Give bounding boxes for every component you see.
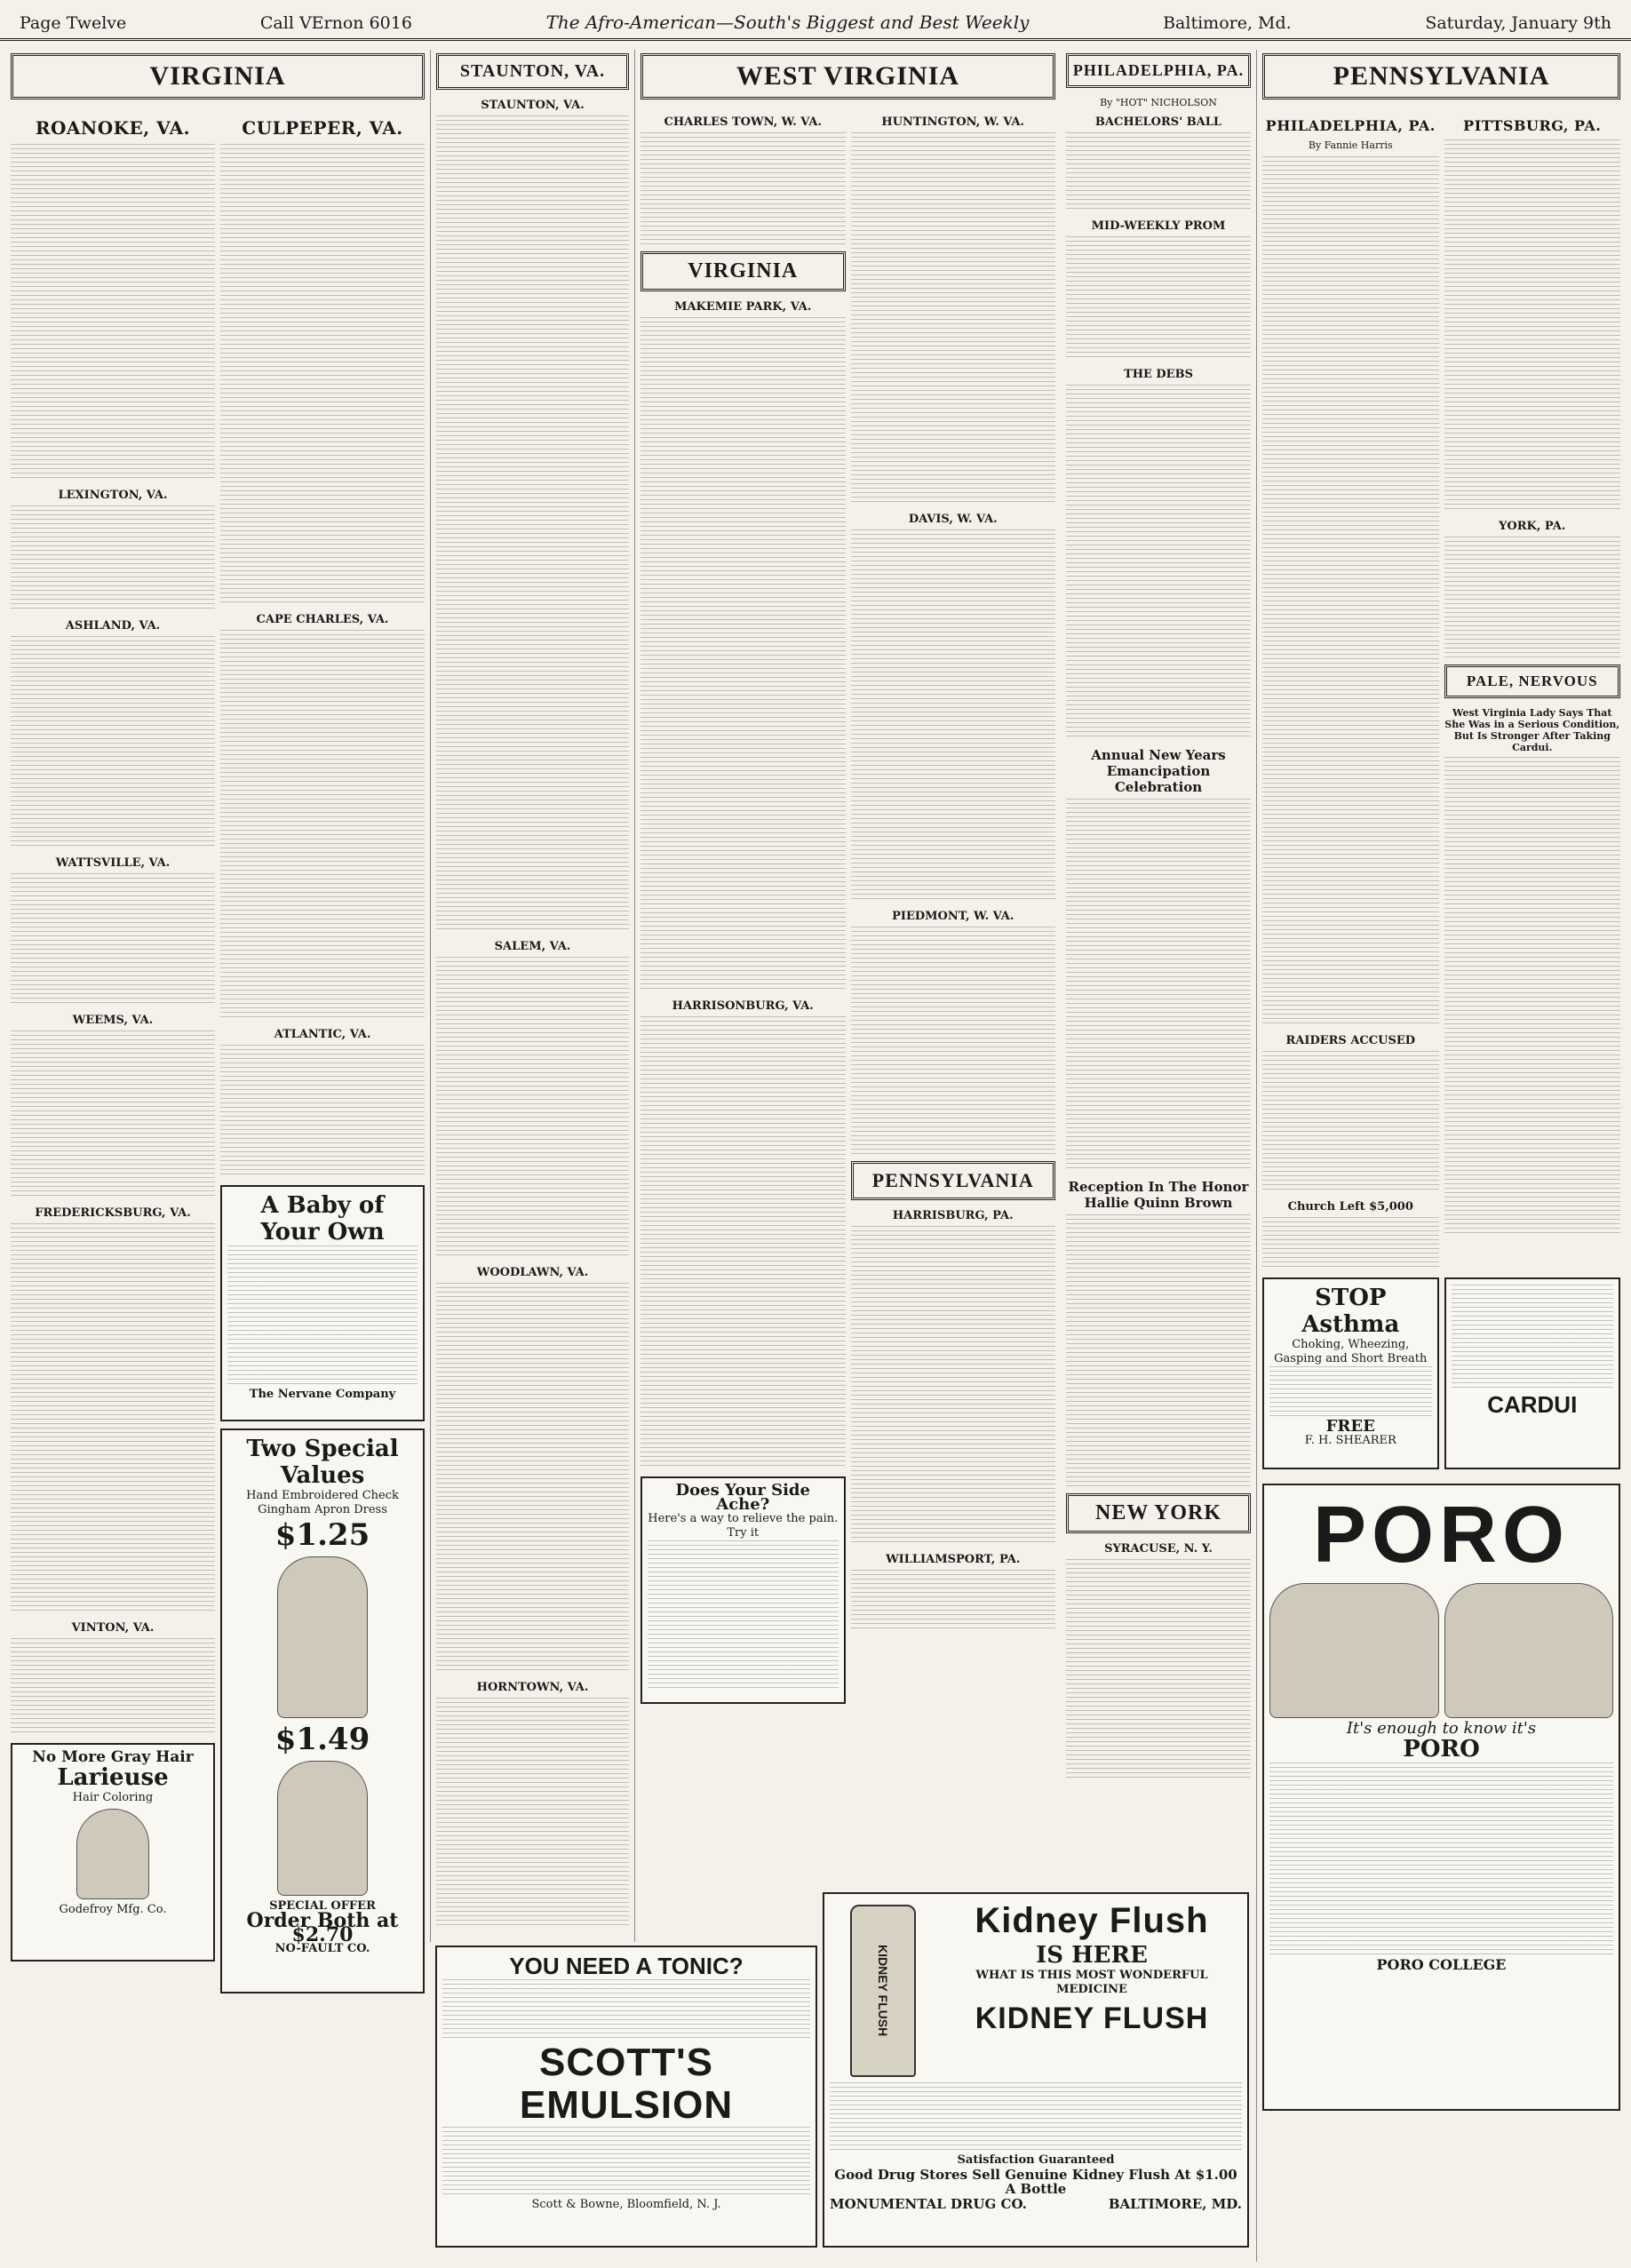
asthma-ad-title: STOP Asthma	[1301, 1285, 1400, 1338]
dateline-woodlawn: WOODLAWN, VA.	[476, 1266, 589, 1279]
dateline-roanoke: ROANOKE, VA.	[35, 117, 191, 139]
woman-portrait-illustration-two	[1444, 1583, 1614, 1718]
values-ad-sub: Hand Embroidered Check Gingham Apron Dress	[246, 1489, 399, 1516]
paper-title: The Afro-American—South's Biggest and Best Weekly	[545, 12, 1030, 33]
section-banner-west-virginia: WEST VIRGINIA	[640, 53, 1055, 99]
column-philadelphia	[1061, 50, 1256, 1889]
section-banner-staunton: STAUNTON, VA.	[436, 53, 629, 90]
dateline-lexington: LEXINGTON, VA.	[58, 489, 168, 502]
dateline-philadelphia: PHILADELPHIA, PA.	[1265, 117, 1436, 134]
kidney-satisfaction: Satisfaction Guaranteed	[957, 2153, 1115, 2167]
kidney-footer: Good Drug Stores Sell Genuine Kidney Flush At $1.00 A Bottle	[834, 2167, 1237, 2197]
west-virginia-subcolumns	[640, 108, 1055, 1711]
bottle-label: KIDNEY FLUSH	[876, 1945, 890, 2037]
pale-nervous-sub: West Virginia Lady Says That She Was in a Serious Condition, But Is Stronger After Taking Cardui.	[1444, 707, 1620, 753]
kidney-ad-name: KIDNEY FLUSH	[975, 2001, 1209, 2035]
section-banner-virginia: VIRGINIA	[11, 53, 425, 99]
section-banner-pennsylvania: PENNSYLVANIA	[1262, 53, 1620, 99]
hair-ad-company: Godefroy Mfg. Co.	[59, 1903, 167, 1916]
dress-illustration	[277, 1556, 368, 1718]
cardui-logo: CARDUI	[1487, 1391, 1578, 1418]
dateline-wattsville: WATTSVILLE, VA.	[55, 856, 171, 870]
ad-scotts-emulsion	[435, 1946, 817, 2248]
heading-mid-weekly-prom: MID-WEEKLY PROM	[1091, 219, 1226, 233]
city: Baltimore, Md.	[1163, 13, 1292, 33]
dateline-syracuse: SYRACUSE, N. Y.	[1104, 1542, 1213, 1556]
poro-tagline: It's enough to know it's	[1346, 1719, 1537, 1738]
special-offer-price: Order Both at $2.70	[246, 1909, 399, 1946]
dateline-atlantic: ATLANTIC, VA.	[274, 1028, 371, 1041]
dress-illustration-two	[277, 1761, 368, 1896]
kidney-ad-sub: WHAT IS THIS MOST WONDERFUL MEDICINE	[975, 1969, 1208, 1996]
kidney-ad-layout	[830, 1899, 1242, 2082]
pennsylvania-subcolumns	[1262, 108, 1620, 1270]
dateline-weems: WEEMS, VA.	[72, 1014, 154, 1027]
pennsylvania-ads-row	[1262, 1270, 1620, 1476]
masthead	[0, 0, 1631, 41]
values-price-two: $1.49	[274, 1722, 370, 1757]
offer-company: NO-FAULT CO.	[274, 1942, 370, 1955]
section-banner-new-york: NEW YORK	[1066, 1493, 1251, 1533]
dateline-huntington: HUNTINGTON, W. VA.	[881, 115, 1025, 129]
dateline-piedmont: PIEDMONT, W. VA.	[892, 910, 1014, 923]
kidney-company: MONUMENTAL DRUG CO.	[830, 2196, 1027, 2212]
page-number: Page Twelve	[20, 13, 127, 33]
values-ad-title: Two Special Values	[246, 1436, 399, 1489]
dateline-charles-town: CHARLES TOWN, W. VA.	[664, 115, 822, 129]
scotts-maker: Scott & Bowne, Bloomfield, N. J.	[531, 2198, 721, 2211]
dateline-harrisonburg: HARRISONBURG, VA.	[672, 999, 814, 1013]
baby-ad-company: The Nervane Company	[249, 1388, 396, 1401]
woman-portrait-illustration	[1269, 1583, 1439, 1718]
hair-ad-title: No More Gray Hair	[32, 1748, 194, 1766]
virginia-subcolumns	[11, 108, 425, 2001]
heading-reception-hallie-brown: Reception In The Honor Hallie Quinn Brown	[1068, 1179, 1249, 1211]
baby-ad-title: A Baby of Your Own	[260, 1192, 385, 1245]
section-banner-philadelphia: PHILADELPHIA, PA.	[1066, 53, 1251, 88]
byline-nicholson: By "HOT" NICHOLSON	[1100, 97, 1217, 108]
dateline-harrisburg: HARRISBURG, PA.	[892, 1209, 1014, 1222]
side-ad-sub: Here's a way to relieve the pain. Try it	[648, 1512, 839, 1540]
heading-pale-nervous: PALE, NERVOUS	[1444, 664, 1621, 698]
section-banner-pennsylvania-two: PENNSYLVANIA	[851, 1161, 1056, 1200]
ad-baby	[220, 1185, 425, 1421]
heading-the-debs: THE DEBS	[1124, 368, 1193, 381]
kidney-flush-bottle-illustration	[850, 1905, 916, 2077]
dateline-williamsport: WILLIAMSPORT, PA.	[886, 1553, 1021, 1566]
poro-logo: PORO	[1312, 1491, 1571, 1580]
dateline-davis: DAVIS, W. VA.	[908, 513, 998, 526]
kidney-is-here: IS HERE	[1036, 1942, 1148, 1969]
special-offer-label: SPECIAL OFFER	[269, 1899, 376, 1913]
tonic-headline: YOU NEED A TONIC?	[509, 1953, 744, 1979]
ad-stop-asthma	[1262, 1277, 1439, 1469]
hair-ad-sub: Hair Coloring	[72, 1791, 154, 1804]
poro-college: PORO COLLEGE	[1376, 1956, 1507, 1973]
dateline-culpeper: CULPEPER, VA.	[242, 117, 403, 139]
section-banner-virginia-two: VIRGINIA	[640, 251, 846, 291]
heading-raiders-accused: RAIDERS ACCUSED	[1285, 1034, 1416, 1047]
side-ad-title: Does Your Side Ache?	[675, 1481, 810, 1514]
ad-side-ache	[640, 1476, 846, 1704]
dateline-horntown: HORNTOWN, VA.	[476, 1681, 589, 1694]
heading-emancipation-celebration: Annual New Years Emancipation Celebration	[1091, 747, 1226, 795]
ad-kidney-flush	[823, 1892, 1249, 2248]
column-pennsylvania	[1256, 50, 1626, 2262]
scotts-emulsion-logo: SCOTT'S EMULSION	[519, 2041, 734, 2127]
dateline-vinton: VINTON, VA.	[71, 1621, 155, 1635]
hair-ad-brand: Larieuse	[57, 1764, 169, 1791]
poro-images	[1269, 1580, 1613, 1722]
asthma-company: F. H. SHEARER	[1304, 1434, 1396, 1447]
portrait-illustration	[76, 1809, 149, 1899]
asthma-ad-sub: Choking, Wheezing, Gasping and Short Breath	[1274, 1338, 1428, 1365]
heading-bachelors-ball: BACHELORS' BALL	[1094, 115, 1222, 129]
poro-logo-small: PORO	[1403, 1736, 1480, 1763]
dateline-ashland: ASHLAND, VA.	[65, 619, 161, 633]
dateline-staunton: STAUNTON, VA.	[481, 99, 585, 112]
values-price-one: $1.25	[274, 1517, 370, 1553]
byline-fannie-harris: By Fannie Harris	[1308, 139, 1393, 151]
column-staunton	[430, 50, 634, 1942]
column-west-virginia	[634, 50, 1061, 1942]
dateline-salem: SALEM, VA.	[494, 940, 571, 953]
ad-poro	[1262, 1484, 1620, 2111]
ad-cardui	[1444, 1277, 1621, 1469]
phone-number: Call VErnon 6016	[259, 13, 412, 33]
heading-church-left: Church Left $5,000	[1287, 1200, 1413, 1214]
asthma-free-label: FREE	[1325, 1417, 1375, 1436]
dateline-fredericksburg: FREDERICKSBURG, VA.	[35, 1206, 191, 1220]
kidney-ad-title: Kidney Flush	[975, 1901, 1209, 1940]
column-virginia	[5, 50, 430, 2262]
dateline-makemie-park: MAKEMIE PARK, VA.	[674, 300, 812, 314]
dateline-pittsburg: PITTSBURG, PA.	[1463, 117, 1602, 134]
issue-date: Saturday, January 9th	[1425, 13, 1611, 33]
ad-gray-hair	[11, 1743, 215, 1962]
ad-special-values	[220, 1428, 425, 1993]
kidney-city: BALTIMORE, MD.	[1108, 2196, 1242, 2212]
dateline-cape-charles: CAPE CHARLES, VA.	[256, 613, 389, 626]
dateline-york: YORK, PA.	[1499, 520, 1566, 533]
